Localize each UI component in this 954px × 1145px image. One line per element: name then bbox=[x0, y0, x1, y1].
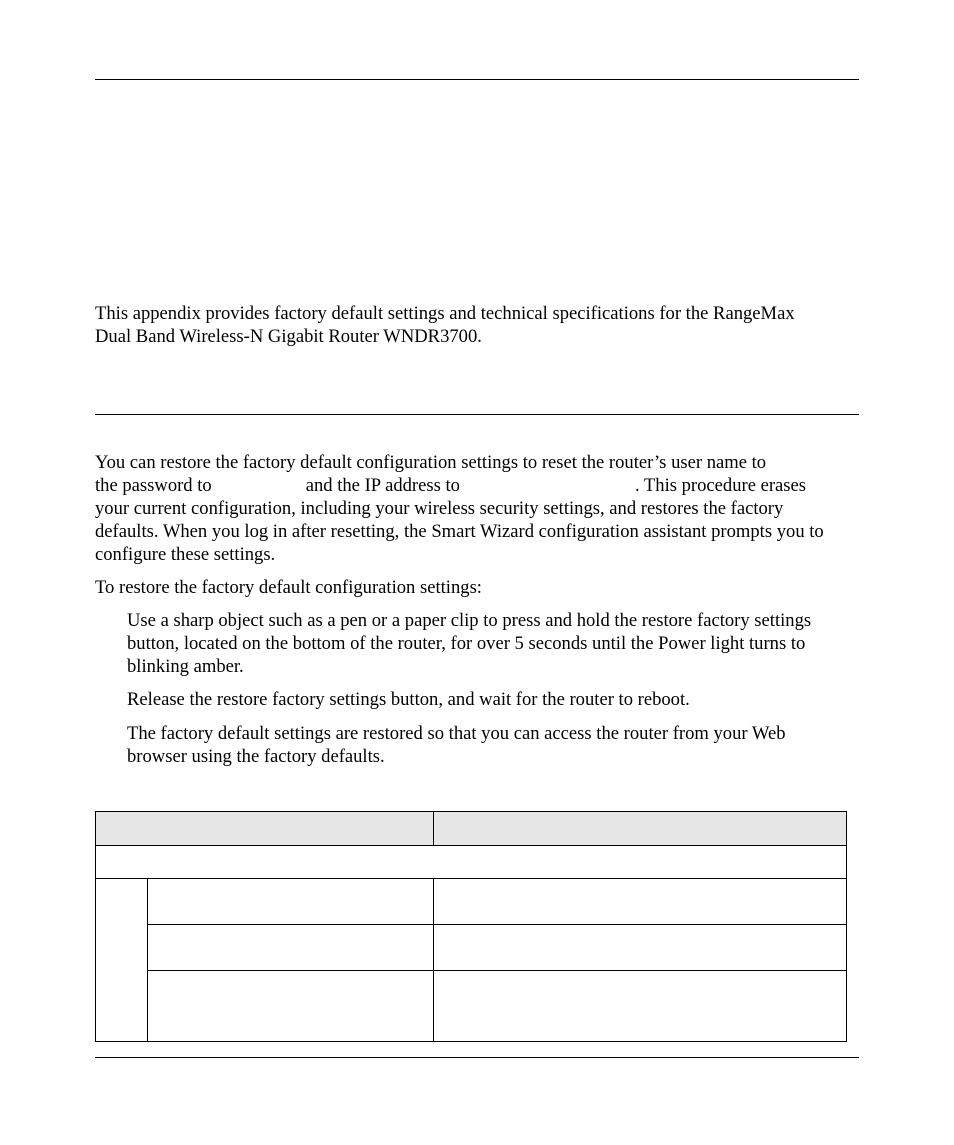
step-1-line-1: Use a sharp object such as a pen or a paper clip to press and hold the restore factory settings bbox=[127, 610, 812, 631]
section-rule bbox=[95, 414, 859, 415]
restore-line-2b: and the IP address to bbox=[305, 475, 460, 496]
restore-line-4: defaults. When you log in after resetting, the Smart Wizard configuration assistant prompts you to bbox=[95, 521, 824, 542]
table-header-default bbox=[433, 811, 847, 846]
step-1-line-2: button, located on the bottom of the router, for over 5 seconds until the Power light turns to bbox=[127, 633, 806, 654]
procedure-step-3 bbox=[127, 722, 859, 768]
table-row-2-label bbox=[147, 924, 434, 971]
table-section-row bbox=[95, 845, 847, 879]
restore-line-2a: the password to bbox=[95, 475, 212, 496]
table-row-3-value bbox=[433, 970, 847, 1042]
table-header-feature bbox=[95, 811, 434, 846]
table-row-1-value bbox=[433, 878, 847, 925]
restore-line-2c: . This procedure erases bbox=[634, 475, 807, 496]
step-1-line-3: blinking amber. bbox=[127, 656, 244, 677]
header-rule bbox=[95, 79, 859, 80]
procedure-step-2 bbox=[127, 688, 859, 711]
intro-line-2: Dual Band Wireless-N Gigabit Router WNDR3700. bbox=[95, 326, 482, 347]
table-row-2-value bbox=[433, 924, 847, 971]
restore-line-3: your current configuration, including your wireless security settings, and restores the factory bbox=[95, 498, 784, 519]
step-3-line-1: The factory default settings are restored so that you can access the router from your Web bbox=[127, 723, 786, 744]
restore-line-1: You can restore the factory default configuration settings to reset the router’s user name to bbox=[95, 452, 767, 473]
defaults-table bbox=[95, 811, 847, 1042]
restore-paragraph bbox=[95, 451, 863, 566]
step-3-line-2: browser using the factory defaults. bbox=[127, 746, 385, 767]
table-group-cell bbox=[95, 878, 148, 1042]
table-row-3-label bbox=[147, 970, 434, 1042]
restore-line-2 bbox=[95, 474, 863, 497]
footer-rule bbox=[95, 1057, 859, 1058]
intro-line-1: This appendix provides factory default settings and technical specifications for the RangeMax bbox=[95, 303, 795, 324]
procedure-step-1 bbox=[127, 609, 859, 678]
intro-paragraph bbox=[95, 302, 863, 348]
step-2-line-1: Release the restore factory settings button, and wait for the router to reboot. bbox=[127, 689, 690, 710]
table-row-1-label bbox=[147, 878, 434, 925]
restore-line-5: configure these settings. bbox=[95, 544, 276, 565]
procedure-intro: To restore the factory default configuration settings: bbox=[95, 577, 482, 598]
